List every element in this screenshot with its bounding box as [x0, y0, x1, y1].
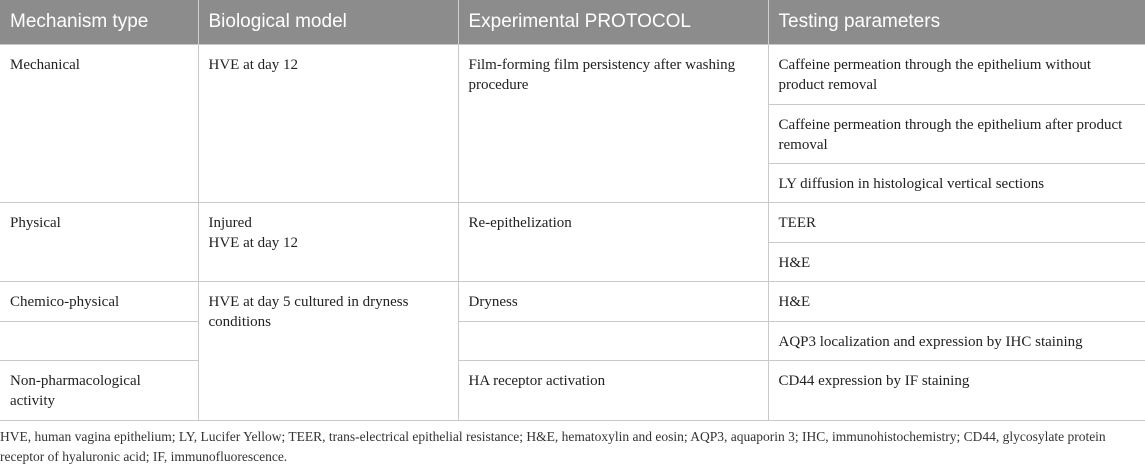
- cell-param: CD44 expression by IF staining: [768, 361, 1145, 421]
- table-footnote: HVE, human vagina epithelium; LY, Lucifer Yellow; TEER, trans-electrical epithelial resistance; H&E, hematoxylin and eosin; AQP3, aquaporin 3; IHC, immunohistochemistry; CD44, glycosylate protein receptor of hyaluronic acid; IF, immunofluorescence.: [0, 429, 1106, 464]
- table-row: [0, 203, 1145, 243]
- cell-protocol-empty: [458, 322, 768, 361]
- cell-param: TEER: [768, 203, 1145, 243]
- model-line: Injured: [208, 215, 252, 231]
- header-mechanism-type: Mechanism type: [0, 0, 198, 45]
- cell-mechanism-chemico: Chemico-physical: [0, 282, 198, 322]
- model-line: HVE at day 12: [208, 235, 299, 251]
- cell-param: Caffeine permeation through the epithelium without product removal: [768, 45, 1145, 105]
- cell-mechanism-nonpharm: Non-pharmacological activity: [0, 361, 198, 421]
- cell-protocol-nonpharm: HA receptor activation: [458, 361, 768, 421]
- table-row: [0, 282, 1145, 322]
- table-row: [0, 361, 1145, 421]
- cell-mechanism-physical: Physical: [0, 203, 198, 282]
- cell-param: H&E: [768, 243, 1145, 282]
- cell-model-chemico: HVE at day 5 cultured in dryness conditions: [198, 282, 458, 421]
- cell-model-physical: [198, 203, 458, 282]
- cell-protocol-chemico: Dryness: [458, 282, 768, 322]
- table-row: [0, 45, 1145, 105]
- header-experimental-protocol: Experimental PROTOCOL: [458, 0, 768, 45]
- cell-param: LY diffusion in histological vertical sections: [768, 164, 1145, 203]
- table-header-row: [0, 0, 1145, 45]
- cell-protocol-mechanical: Film-forming film persistency after washing procedure: [458, 45, 768, 203]
- cell-mechanism-empty: [0, 322, 198, 361]
- cell-mechanism-mechanical: Mechanical: [0, 45, 198, 203]
- cell-param: H&E: [768, 282, 1145, 322]
- cell-protocol-physical: Re-epithelization: [458, 203, 768, 282]
- cell-model-mechanical: HVE at day 12: [198, 45, 458, 203]
- header-testing-parameters: Testing parameters: [768, 0, 1145, 45]
- cell-param: Caffeine permeation through the epithelium after product removal: [768, 105, 1145, 164]
- header-biological-model: Biological model: [198, 0, 458, 45]
- table-row: [0, 322, 1145, 361]
- cell-param: AQP3 localization and expression by IHC staining: [768, 322, 1145, 361]
